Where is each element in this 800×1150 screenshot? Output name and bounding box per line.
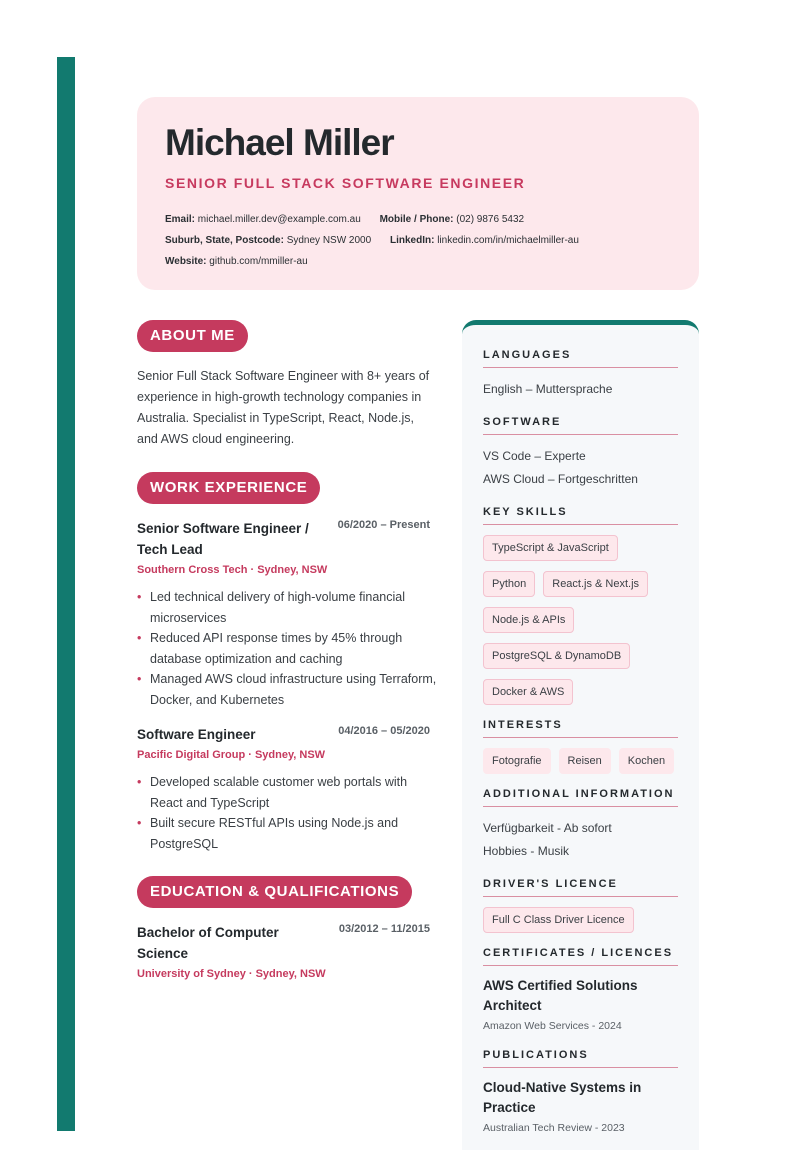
software-item: AWS Cloud – Fortgeschritten [483,472,638,486]
job-entry-bullets [137,587,437,710]
skills-list [483,535,678,705]
interest-tag: Reisen [559,748,611,774]
education-entry [137,922,437,985]
interest-tag: Kochen [619,748,674,774]
software-heading: SOFTWARE [483,416,678,435]
job-entry [137,518,437,710]
job-entry-title: Software Engineer [137,727,256,742]
skills-section [483,506,678,705]
about-heading: ABOUT ME [137,320,248,352]
contact-suburb [165,230,371,251]
work-heading: WORK EXPERIENCE [137,472,320,504]
skill-tag: Docker & AWS [483,679,573,705]
sidebar-column [462,320,699,1150]
job-bullet [137,813,437,854]
suburb-value: Sydney NSW 2000 [286,235,372,246]
resume-header [137,97,699,290]
job-entry-date: 04/2016 – 05/2020 [338,725,430,737]
software-section [483,416,678,492]
software-item: VS Code – Experte [483,448,586,463]
job-entry-date: 06/2020 – Present [337,519,430,531]
job-entry [137,724,437,854]
education-institution: University of Sydney · Sydney, NSW [137,968,326,980]
interest-tag: Fotografie [483,748,551,774]
interests-section [483,719,678,774]
website-value[interactable]: github.com/mmiller-au [209,256,308,267]
language-item: English – Muttersprache [483,382,613,396]
publication-title: Cloud-Native Systems in Practice [483,1079,642,1115]
email-label: Email: [165,214,196,225]
work-section [137,472,437,854]
education-section [137,876,437,985]
bullet-dot-icon: • [137,631,142,645]
job-bullet-text: Reduced API response times by 45% through database optimization and caching [150,631,403,666]
job-bullet-text: Developed scalable customer web portals with React and TypeScript [150,775,408,810]
licence-list [483,907,678,933]
education-degree: Bachelor of Computer Science [137,925,279,961]
education-heading: EDUCATION & QUALIFICATIONS [137,876,412,908]
about-section [137,320,437,450]
software-list [483,445,678,492]
certificate-title: AWS Certified Solutions Architect [483,977,638,1013]
additional-list [483,817,678,864]
certificate-issuer: Amazon Web Services - 2024 [483,1019,622,1032]
additional-heading: ADDITIONAL INFORMATION [483,788,678,807]
publication-source: Australian Tech Review - 2023 [483,1121,625,1134]
languages-heading: LANGUAGES [483,349,678,368]
skill-tag: TypeScript & JavaScript [483,535,618,561]
licence-section [483,878,678,933]
job-bullet [137,669,437,710]
job-bullet-text: Managed AWS cloud infrastructure using Terraform, Docker, and Kubernetes [150,672,437,707]
interests-heading: INTERESTS [483,719,678,738]
contact-website [165,251,308,272]
job-entry-bullets [137,772,437,854]
job-list [137,518,437,854]
additional-info-item: Verfügbarkeit - Ab sofort [483,820,612,835]
website-label: Website: [165,256,207,267]
certificates-section [483,947,678,1035]
interests-list [483,748,678,774]
job-bullet [137,587,437,628]
job-entry-title: Senior Software Engineer / Tech Lead [137,521,309,557]
suburb-label: Suburb, State, Postcode: [165,235,284,246]
contact-linkedin [390,230,579,251]
job-bullet-text: Built secure RESTful APIs using Node.js and PostgreSQL [150,816,399,851]
contact-phone [380,209,525,230]
accent-bar [57,57,75,1131]
bullet-dot-icon: • [137,590,142,604]
education-list [137,922,437,985]
certificates-heading: CERTIFICATES / LICENCES [483,947,678,966]
candidate-name: Michael Miller [165,122,394,163]
job-bullet [137,628,437,669]
contact-details [165,209,671,272]
bullet-dot-icon: • [137,775,142,789]
bullet-dot-icon: • [137,816,142,830]
linkedin-label: LinkedIn: [389,235,435,246]
additional-info-item: Hobbies - Musik [483,844,570,858]
phone-value: (02) 9876 5432 [456,214,525,225]
skills-heading: KEY SKILLS [483,506,678,525]
languages-section [483,349,678,402]
job-bullet-text: Led technical delivery of high-volume financial microservices [150,590,406,625]
bullet-dot-icon: • [137,672,142,686]
contact-email [165,209,361,230]
licence-tag: Full C Class Driver Licence [483,907,634,933]
publications-section [483,1049,678,1137]
job-entry-company: Southern Cross Tech · Sydney, NSW [137,564,328,576]
languages-list [483,378,678,402]
job-entry-company: Pacific Digital Group · Sydney, NSW [137,749,326,761]
about-text: Senior Full Stack Software Engineer with 8+ years of experience in high-growth technology companies in Australia. Specialist in TypeScript, React, Node.js, and AWS cloud engineering. [137,369,430,446]
phone-label: Mobile / Phone: [379,214,454,225]
additional-section [483,788,678,864]
email-value[interactable]: michael.miller.dev@example.com.au [197,214,361,225]
skill-tag: Node.js & APIs [483,607,574,633]
linkedin-value[interactable]: linkedin.com/in/michaelmiller-au [437,235,579,246]
licence-heading: DRIVER'S LICENCE [483,878,678,897]
publications-heading: PUBLICATIONS [483,1049,678,1068]
job-bullet [137,772,437,813]
main-column [137,320,437,985]
job-title: SENIOR FULL STACK SOFTWARE ENGINEER [165,175,526,191]
skill-tag: PostgreSQL & DynamoDB [483,643,630,669]
skill-tag: React.js & Next.js [543,571,648,597]
skill-tag: Python [483,571,535,597]
education-date: 03/2012 – 11/2015 [338,923,430,935]
